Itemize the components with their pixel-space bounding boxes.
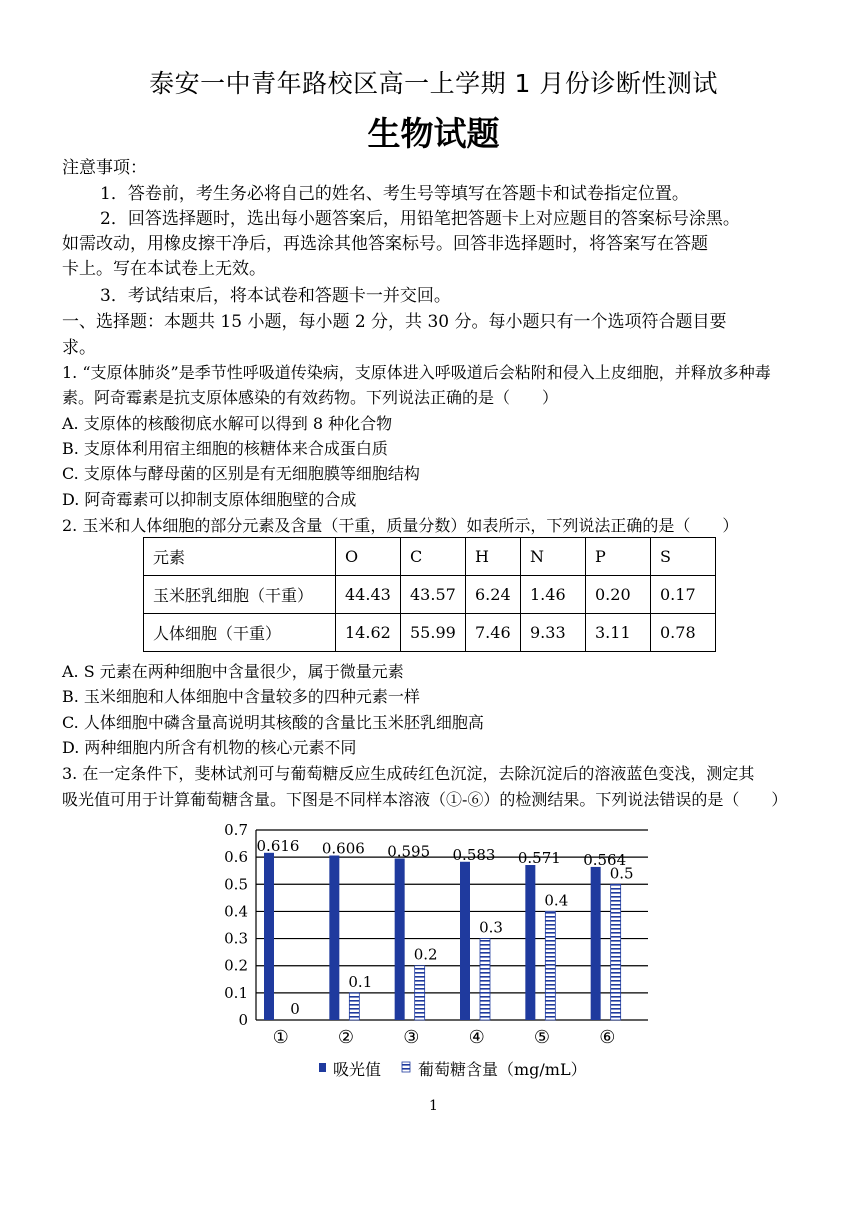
data-label-glucose: 0.3 [479,918,503,937]
q2-option-b: B. 玉米细胞和人体细胞中含量较多的四种元素一样 [62,687,420,706]
bar-absorbance [525,865,535,1020]
q1-option-d: D. 阿奇霉素可以抑制支原体细胞壁的合成 [62,490,357,509]
bar-glucose [545,911,555,1020]
notice-item-2-line-3: 卡上。写在本试卷上无效。 [62,259,266,279]
notice-item-2-line-2: 如需改动，用橡皮擦干净后，再选涂其他答案标号。回答非选择题时，将答案写在答题 [62,234,708,254]
y-tick-label: 0.3 [224,929,248,948]
table-cell: 3.11 [586,614,651,652]
data-label-glucose: 0.4 [544,891,569,910]
bar-absorbance [460,862,470,1020]
bar-glucose [480,939,490,1020]
table-header-cell: N [521,538,586,576]
q3-stem-line-2: 吸光值可用于计算葡萄糖含量。下图是不同样本溶液（①-⑥）的检测结果。下列说法错误的是（ ） [62,790,788,809]
notice-heading: 注意事项： [62,158,147,178]
legend-swatch-glucose [402,1062,410,1072]
bar-absorbance [395,859,405,1021]
data-label-absorbance: 0.571 [517,849,561,868]
q1-option-a: A. 支原体的核酸彻底水解可以得到 8 种化合物 [62,414,393,433]
table-cell: 55.99 [401,614,466,652]
bar-absorbance [264,853,274,1020]
table-cell: 1.46 [521,576,586,614]
bar-glucose [611,884,621,1020]
x-tick-label: ④ [468,1027,485,1048]
bar-absorbance [591,867,601,1020]
y-tick-label: 0.4 [224,902,248,921]
y-tick-label: 0.6 [224,848,248,867]
table-cell: 6.24 [466,576,521,614]
table-header-cell: S [651,538,716,576]
table-header-cell: C [401,538,466,576]
legend-label-glucose: 葡萄糖含量（mg/mL） [418,1060,587,1079]
table-cell: 14.62 [336,614,401,652]
data-label-absorbance: 0.595 [387,842,431,861]
x-tick-label: ⑥ [599,1027,616,1048]
q1-option-c: C. 支原体与酵母菌的区别是有无细胞膜等细胞结构 [62,464,420,483]
y-tick-label: 0.7 [224,821,248,839]
x-tick-label: ① [272,1027,289,1048]
table-cell: 9.33 [521,614,586,652]
notice-item-3: 3．考试结束后，将本试卷和答题卡一并交回。 [100,286,451,306]
y-tick-label: 0.1 [224,983,248,1002]
y-tick-label: 0 [238,1011,248,1029]
q2-stem: 2. 玉米和人体细胞的部分元素及含量（干重，质量分数）如表所示，下列说法正确的是（ ） [62,516,739,535]
table-cell: 0.20 [586,576,651,614]
table-header-cell: P [586,538,651,576]
x-tick-label: ⑤ [533,1027,551,1048]
data-label-glucose: 0.2 [413,945,438,964]
exam-title: 泰安一中青年路校区高一上学期 1 月份诊断性测试 [149,69,718,98]
page-number: 1 [429,1098,438,1114]
y-tick-label: 0.5 [224,875,248,894]
data-label-absorbance: 0.583 [452,845,496,864]
table-cell: 43.57 [401,576,466,614]
data-label-glucose: 0.1 [348,972,373,991]
table-cell: 0.78 [651,614,716,652]
table-header-cell: 元素 [144,538,336,576]
data-label-absorbance: 0.564 [583,850,627,869]
data-label-absorbance: 0.616 [256,836,300,855]
table-cell: 7.46 [466,614,521,652]
table-cell: 人体细胞（干重） [144,614,336,652]
table-cell: 玉米胚乳细胞（干重） [144,576,336,614]
q1-option-b: B. 支原体利用宿主细胞的核糖体来合成蛋白质 [62,439,388,458]
q2-option-c: C. 人体细胞中磷含量高说明其核酸的含量比玉米胚乳细胞高 [62,713,484,732]
section-heading-line-1: 一、选择题：本题共 15 小题，每小题 2 分，共 30 分。每小题只有一个选项符合题目要 [62,312,727,332]
y-tick-label: 0.2 [224,956,248,975]
bar-absorbance [329,856,339,1020]
data-label-glucose: 0.5 [609,864,634,883]
table-cell: 0.17 [651,576,716,614]
data-label-absorbance: 0.606 [321,839,365,858]
table-cell: 44.43 [336,576,401,614]
bar-glucose [415,966,425,1020]
data-label-glucose: 0 [290,1000,300,1018]
section-heading-line-2: 求。 [62,338,96,358]
q1-stem-line-2: 素。阿奇霉素是抗支原体感染的有效药物。下列说法正确的是（ ） [62,388,559,407]
subject-title: 生物试题 [367,114,500,153]
q3-stem-line-1: 3. 在一定条件下，斐林试剂可与葡萄糖反应生成砖红色沉淀，去除沉淀后的溶液蓝色变浅，测定其 [62,764,755,783]
table-header-cell: H [466,538,521,576]
x-tick-label: ② [337,1027,355,1048]
q2-option-d: D. 两种细胞内所含有机物的核心元素不同 [62,738,357,757]
bar-glucose [349,993,359,1020]
q2-option-a: A. S 元素在两种细胞中含量很少，属于微量元素 [62,662,404,681]
notice-item-2-line-1: 2．回答选择题时，选出每小题答案后，用铅笔把答题卡上对应题目的答案标号涂黑。 [100,209,740,229]
notice-item-1: 1．答卷前，考生务必将自己的姓名、考生号等填写在答题卡和试卷指定位置。 [100,184,689,204]
table-header-cell: O [336,538,401,576]
legend-label-absorbance: 吸光值 [333,1060,382,1079]
x-tick-label: ③ [403,1027,420,1048]
legend-swatch-absorbance [319,1063,326,1072]
q1-stem-line-1: 1. “支原体肺炎”是季节性呼吸道传染病，支原体进入呼吸道后会粘附和侵入上皮细胞，并释放多种毒 [62,363,771,382]
